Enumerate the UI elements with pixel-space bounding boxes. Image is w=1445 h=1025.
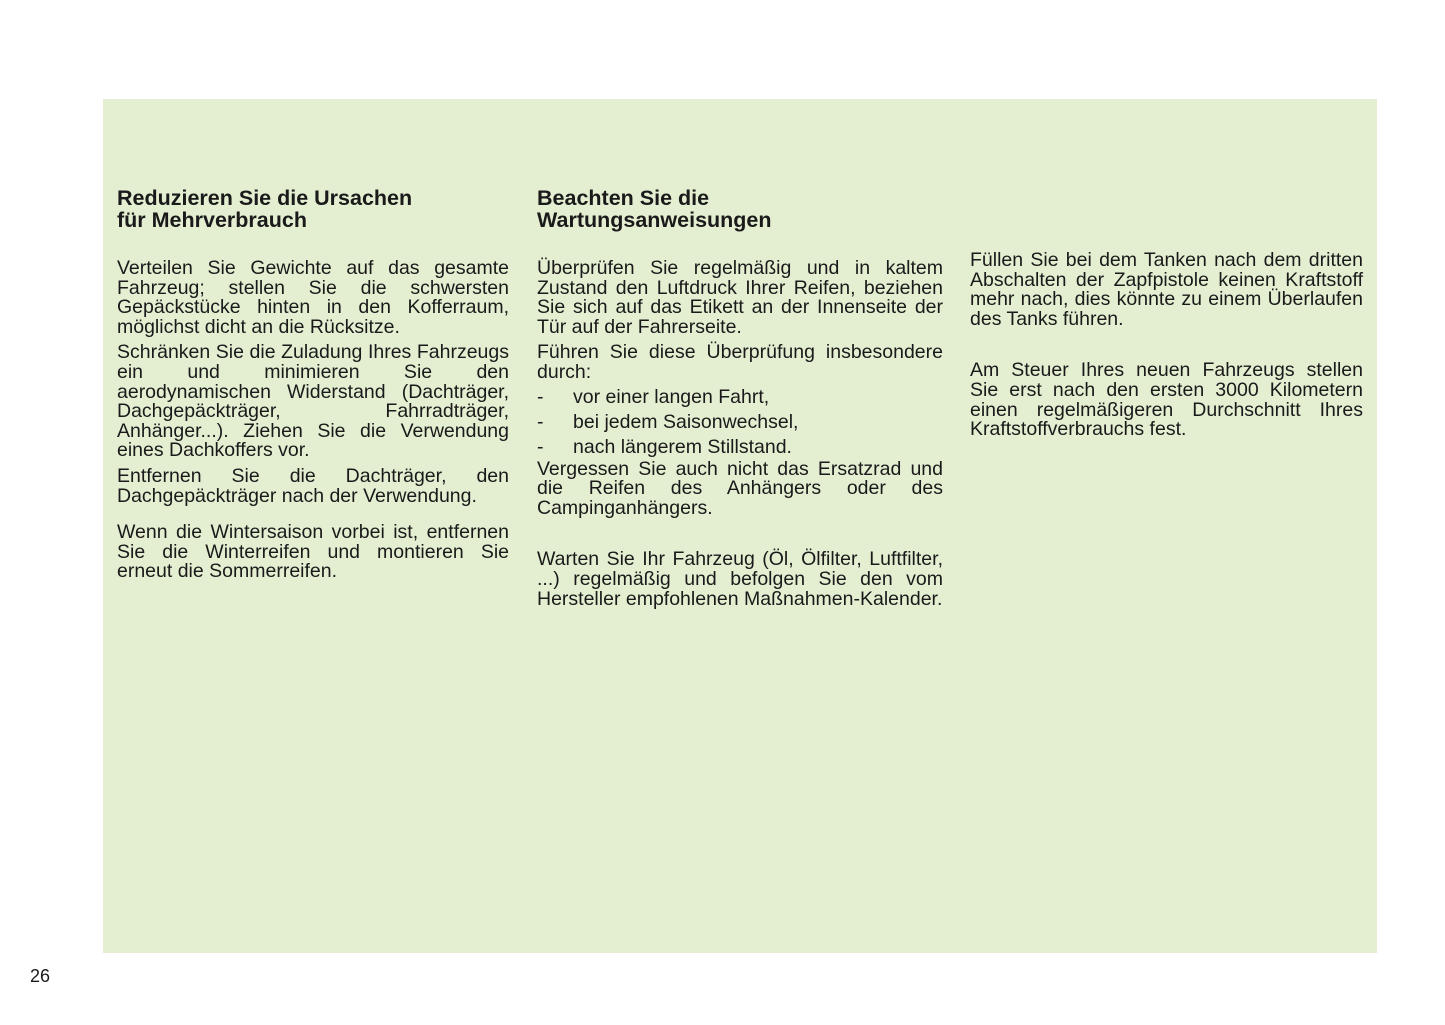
list-item bbox=[537, 385, 943, 410]
column-maintenance bbox=[537, 187, 943, 609]
list-item-text: vor einer langen Fahrt, bbox=[573, 385, 770, 408]
paragraph-tyre-pressure: Überprüfen Sie regelmäßig und in kaltem Zustand den Luftdruck Ihrer Reifen, beziehen Sie sich auf das Etikett an der Innenseite der Tür auf der Fahrerseite. bbox=[537, 257, 943, 338]
heading-line: für Mehrverbrauch bbox=[117, 208, 307, 232]
dash-bullet: - bbox=[537, 435, 544, 458]
paragraph-new-vehicle-consumption: Am Steuer Ihres neuen Fahrzeugs stellen Sie erst nach den ersten 3000 Kilometern einen regelmäßigeren Durchschnitt Ihres Kraftstoffverbrauchs fest. bbox=[970, 359, 1363, 441]
paragraph-remove-roof-rack: Entfernen Sie die Dachträger, den Dachgepäckträger nach der Verwendung. bbox=[117, 464, 509, 507]
list-item bbox=[537, 410, 943, 435]
paragraph-spare-wheel: Vergessen Sie auch nicht das Ersatzrad und die Reifen des Anhängers oder des Campinganhängers. bbox=[537, 457, 943, 519]
heading-line: Reduzieren Sie die Ursachen bbox=[117, 186, 413, 210]
column-refuelling bbox=[970, 251, 1363, 440]
paragraph-weight-distribution: Verteilen Sie Gewichte auf das gesamte Fahrzeug; stellen Sie die schwersten Gepäckstücke hinten in den Kofferraum, möglichst dicht an die Rücksitze. bbox=[117, 257, 509, 338]
section-heading-maintenance bbox=[537, 187, 943, 231]
paragraph-winter-tyres: Wenn die Wintersaison vorbei ist, entfernen Sie die Winterreifen und montieren Sie erneut die Sommerreifen. bbox=[117, 521, 509, 583]
list-item-text: nach längerem Stillstand. bbox=[573, 435, 792, 458]
paragraph-refuelling: Füllen Sie bei dem Tanken nach dem dritten Abschalten der Zapfpistole keinen Kraftstoff mehr nach, dies könnte zu einem Überlaufen des Tanks führen. bbox=[970, 249, 1363, 330]
paragraph-load-reduction: Schränken Sie die Zuladung Ihres Fahrzeugs ein und minimieren Sie den aerodynamischen Widerstand (Dachträger, Dachgepäckträger, Fahrradträger, Anhänger...). Ziehen Sie die Verwendung eines Dachkoffers vor. bbox=[117, 341, 509, 462]
list-item bbox=[537, 435, 943, 460]
heading-line: Beachten Sie die bbox=[537, 186, 710, 210]
dash-bullet: - bbox=[537, 410, 544, 433]
heading-line: Wartungsanweisungen bbox=[537, 208, 772, 232]
check-occasions-list bbox=[537, 385, 943, 460]
paragraph-check-occasions: Führen Sie diese Überprüfung insbesondere durch: bbox=[537, 341, 943, 383]
paragraph-service-schedule: Warten Sie Ihr Fahrzeug (Öl, Ölfilter, Luftfilter, ...) regelmäßig und befolgen Sie den vom Hersteller empfohlenen Maßnahmen-Kalender. bbox=[537, 548, 943, 610]
column-fuel-consumption bbox=[117, 187, 509, 582]
section-heading-consumption bbox=[117, 187, 509, 231]
page-number: 26 bbox=[30, 966, 51, 986]
dash-bullet: - bbox=[537, 385, 544, 408]
list-item-text: bei jedem Saisonwechsel, bbox=[573, 410, 799, 433]
